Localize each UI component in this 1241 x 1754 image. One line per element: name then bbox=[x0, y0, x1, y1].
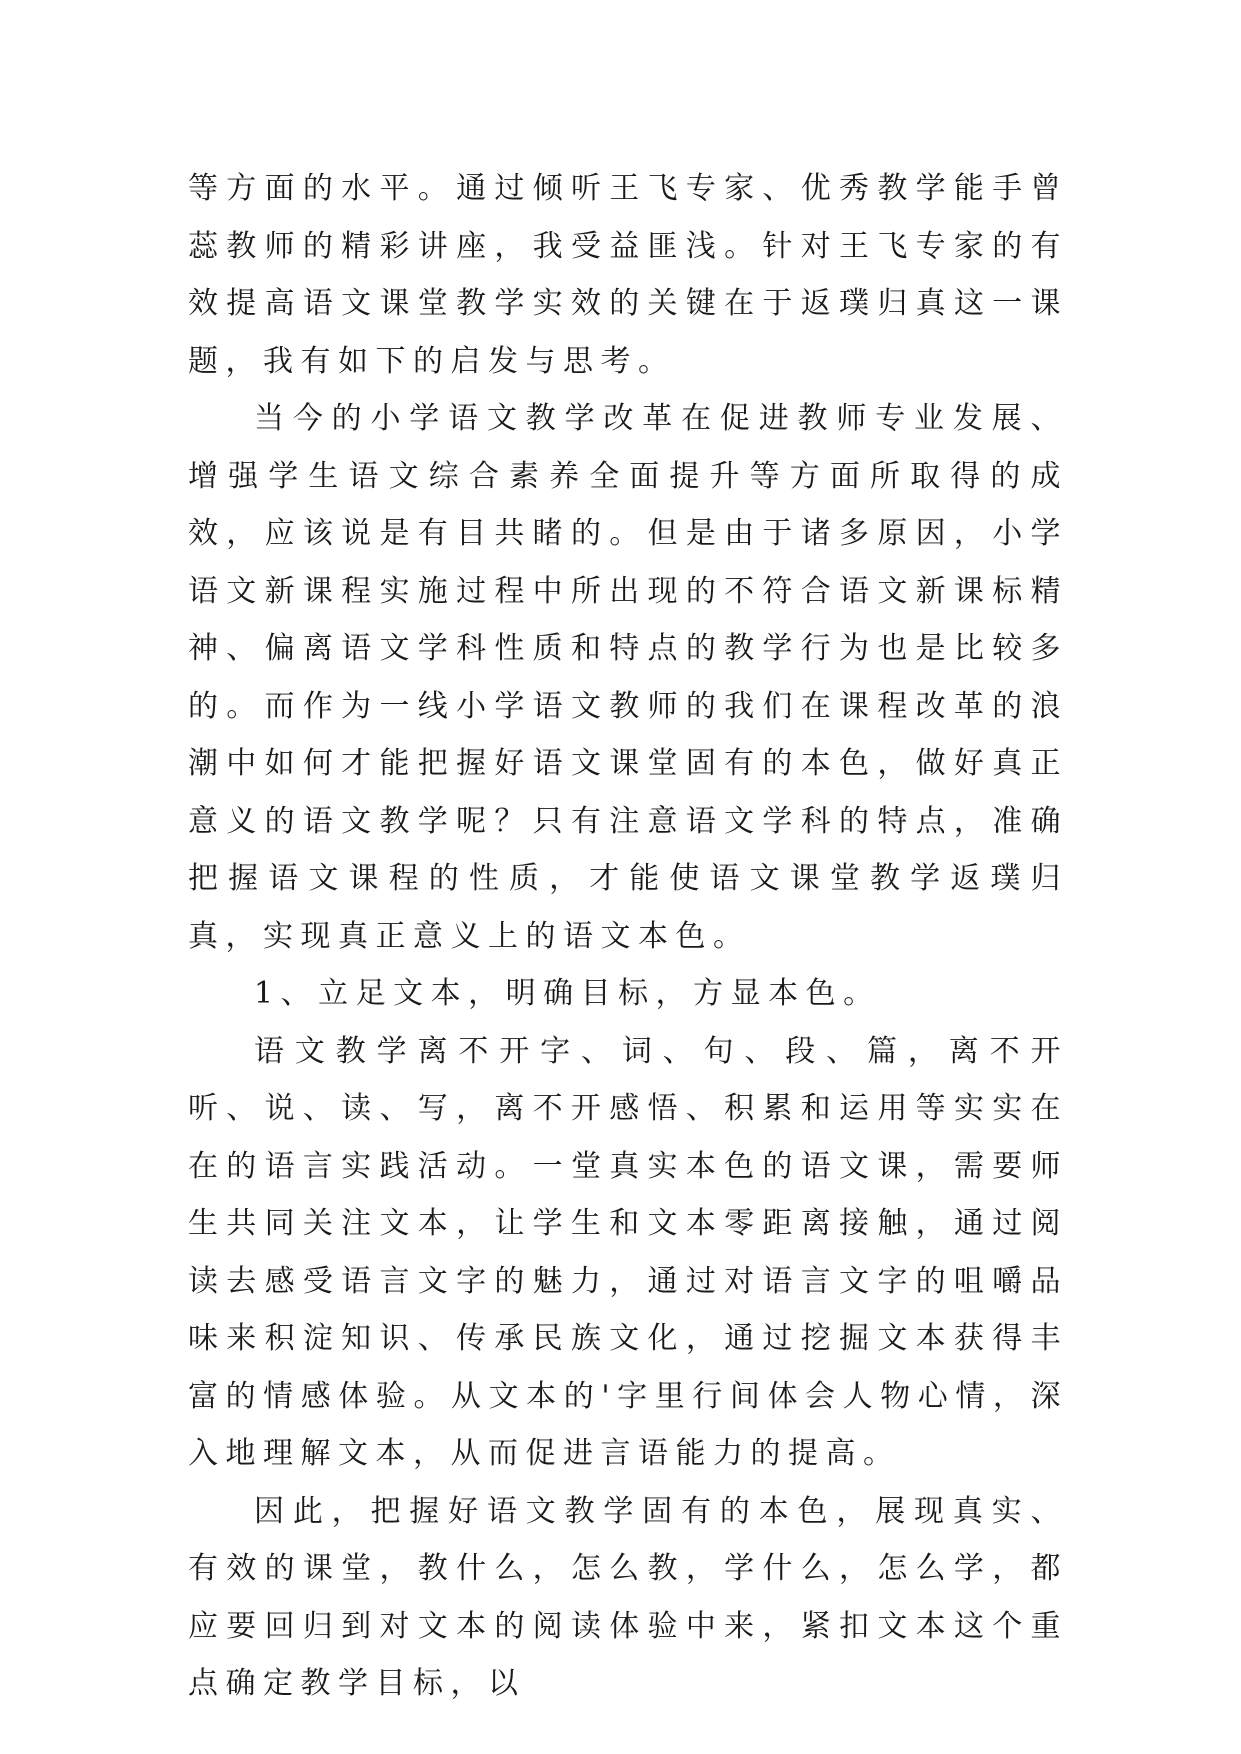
paragraph-language-practice: 语文教学离不开字、词、句、段、篇，离不开听、说、读、写，离不开感悟、积累和运用等实实在在的语言实践活动。一堂真实本色的语文课，需要师生共同关注文本，让学生和文本零距离接触，通过阅读去感受语言文字的魅力，通过对语言文字的咀嚼品味来积淀知识、传承民族文化，通过挖掘文本获得丰富的情感体验。从文本的'字里行间体会人物心情，深入地理解文本，从而促进言语能力的提高。 bbox=[188, 1033, 1068, 1471]
section-heading-1: 1、立足文本，明确目标，方显本色。 bbox=[254, 976, 881, 1011]
paragraph-continued: 等方面的水平。通过倾听王飞专家、优秀教学能手曾蕊教师的精彩讲座，我受益匪浅。针对王飞专家的有效提高语文课堂教学实效的关键在于返璞归真这一课题，我有如下的启发与思考。 bbox=[188, 171, 1068, 379]
document-body bbox=[188, 160, 1068, 1713]
paragraph-conclusion: 因此，把握好语文教学固有的本色，展现真实、有效的课堂，教什么，怎么教，学什么，怎么学，都应要回归到对文本的阅读体验中来，紧扣文本这个重点确定教学目标，以 bbox=[188, 1493, 1068, 1701]
paragraph-reform: 当今的小学语文教学改革在促进教师专业发展、增强学生语文综合素养全面提升等方面所取得的成效，应该说是有目共睹的。但是由于诸多原因，小学语文新课程实施过程中所出现的不符合语文新课标精神、偏离语文学科性质和特点的教学行为也是比较多的。而作为一线小学语文教师的我们在课程改革的浪潮中如何才能把握好语文课堂固有的本色，做好真正意义的语文教学呢？只有注意语文学科的特点，准确把握语文课程的性质，才能使语文课堂教学返璞归真，实现真正意义上的语文本色。 bbox=[188, 401, 1068, 954]
